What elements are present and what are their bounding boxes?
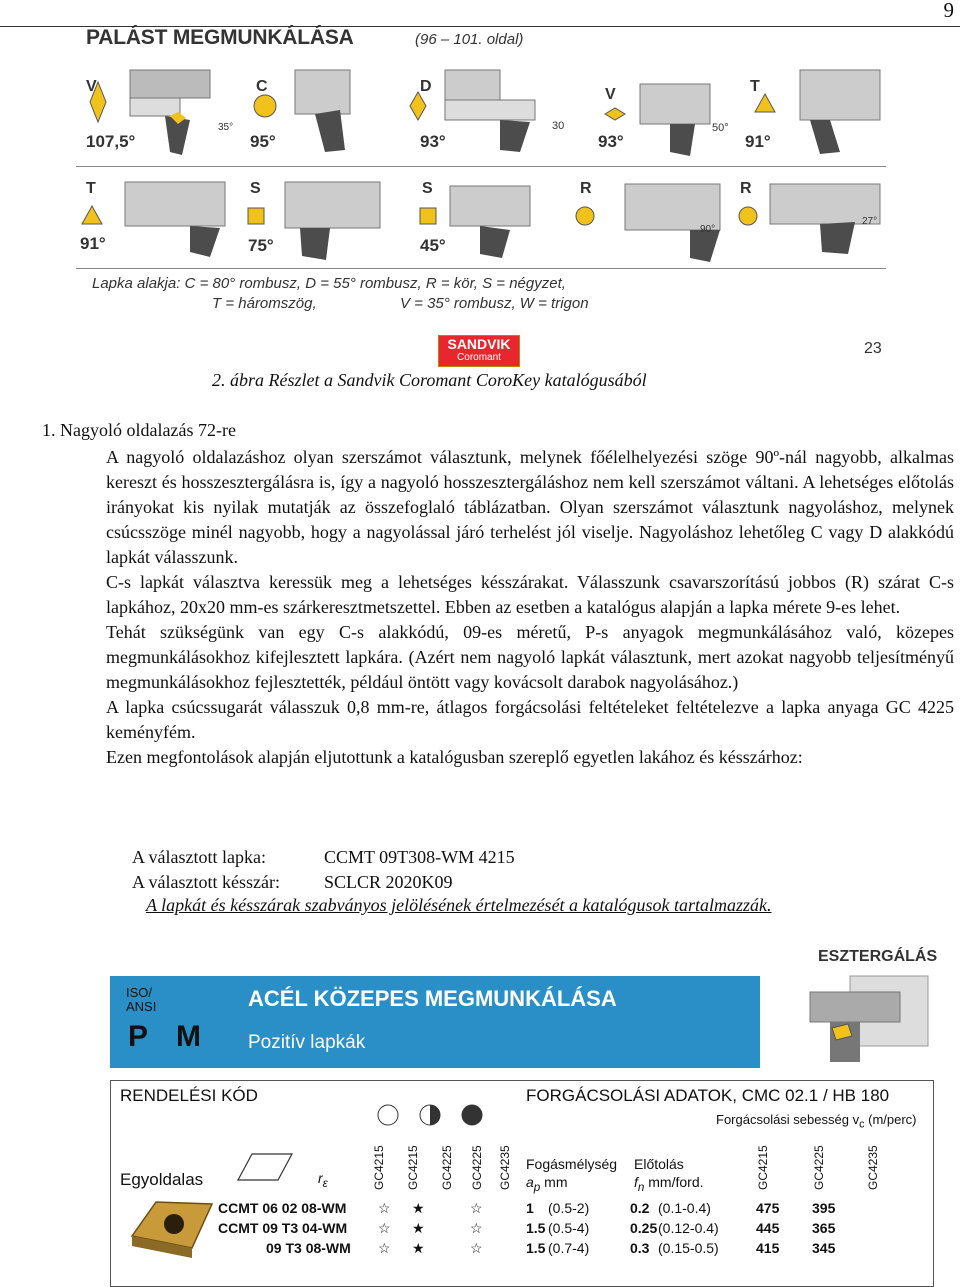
- figure-caption: 2. ábra Részlet a Sandvik Coromant CoroKey katalógusából: [212, 370, 647, 390]
- shape-legend-line-1: Lapka alakja: C = 80° rombusz, D = 55° rombusz, R = kör, S = négyzet,: [92, 275, 566, 292]
- sandvik-logo: [438, 335, 520, 367]
- tool-3-angle: 93°: [420, 132, 446, 151]
- catalog-title: PALÁST MEGMUNKÁLÁSA: [86, 26, 354, 49]
- order-code-label: RENDELÉSI KÓD: [120, 1086, 258, 1105]
- row-feed: 0.2: [630, 1200, 650, 1216]
- row-feed: 0.25: [630, 1220, 658, 1236]
- row-feed-range: (0.15-0.5): [658, 1240, 719, 1256]
- table-row: [218, 1240, 930, 1260]
- finishing-symbol-icon: [378, 1105, 398, 1125]
- row-mark-4: ☆: [470, 1200, 483, 1216]
- feed-label: Előtolás: [634, 1156, 684, 1172]
- row-speed-1: 415: [756, 1240, 780, 1256]
- iso-label: [126, 986, 156, 1014]
- depth-header: [526, 1155, 617, 1197]
- speed-grade-1: GC4215: [756, 1145, 770, 1190]
- feed-unit: mm/ford.: [644, 1174, 704, 1190]
- tool-4-lead: 50°: [712, 122, 729, 134]
- tool-1-angle: 107,5°: [86, 132, 136, 151]
- speed-grade-headers: [756, 1134, 896, 1194]
- page-number: 9: [943, 0, 954, 22]
- re-text: r: [318, 1170, 323, 1186]
- corner-radius-label: [318, 1170, 328, 1190]
- table-rows: [218, 1200, 930, 1260]
- speed-grade-2: GC4225: [812, 1145, 826, 1190]
- speed-label-unit: (m/perc): [864, 1112, 917, 1127]
- tool-9-letter: R: [580, 180, 592, 197]
- row-code: CCMT 09 T3 04-WM: [218, 1220, 348, 1236]
- feed-sym: f: [634, 1174, 638, 1190]
- tool-3-lead: 30: [552, 120, 565, 132]
- table-row: [218, 1200, 930, 1220]
- holder-value: SCLCR 2020K09: [324, 872, 453, 892]
- speed-label-text: Forgácsolási sebesség v: [716, 1112, 860, 1127]
- tool-t-91-icon: [755, 70, 880, 154]
- row-code: CCMT 06 02 08-WM: [218, 1200, 347, 1216]
- table-row: [218, 1220, 930, 1240]
- row-depth: 1.5: [526, 1220, 546, 1236]
- row-mark-1: ☆: [378, 1200, 391, 1216]
- logo-subtext: Coromant: [457, 352, 501, 363]
- designation-note: A lapkát és késszárak szabványos jelölésének értelmezését a katalógusok tartalmazzák.: [146, 895, 772, 915]
- table-title: ACÉL KÖZEPES MEGMUNKÁLÁSA: [248, 986, 617, 1011]
- depth-label: Fogásmélység: [526, 1156, 618, 1172]
- application-symbols: [370, 1102, 510, 1128]
- single-sided-label: Egyoldalas: [120, 1170, 204, 1189]
- feed-header: [634, 1155, 704, 1197]
- figure-row-divider: [76, 166, 886, 167]
- speed-label: [716, 1112, 917, 1131]
- row-mark-4: ☆: [470, 1220, 483, 1236]
- paragraph-4: A lapka csúcssugarát válasszuk 0,8 mm-re, átlagos forgácsolási feltételeket feltételezve a lapka anyaga GC 4225 keményfém.: [106, 697, 954, 742]
- turning-tool-picture: [770, 972, 930, 1068]
- row-depth: 1.5: [526, 1240, 546, 1256]
- logo-text: SANDVIK: [447, 336, 511, 352]
- grade-header-3: GC4225: [440, 1145, 454, 1190]
- tool-4-angle: 93°: [598, 132, 624, 151]
- shape-legend-line-2: T = háromszög, V = 35° rombusz, W = trigon: [212, 295, 589, 312]
- tool-7-letter: S: [250, 180, 261, 197]
- section-heading: 1. Nagyoló oldalazás 72-re: [42, 420, 236, 440]
- catalog-page-ref: (96 – 101. oldal): [415, 31, 524, 48]
- tool-2-letter: C: [256, 78, 268, 95]
- tool-2-angle: 95°: [250, 132, 276, 151]
- tool-r-90-icon: [576, 184, 720, 262]
- feed-sub: n: [637, 1180, 645, 1194]
- row-speed-2: 345: [812, 1240, 836, 1256]
- tool-6-angle: 91°: [80, 234, 106, 253]
- iso-box: [110, 976, 218, 1068]
- insert-label: A választott lapka:: [132, 847, 266, 867]
- paragraph-5: Ezen megfontolások alapján eljutottunk a katalógusban szereplő egyetlen lakához és késszárhoz:: [106, 747, 803, 767]
- insert-photo: [126, 1196, 218, 1266]
- tool-8-letter: S: [422, 180, 433, 197]
- tool-9-lead: 90°: [700, 224, 716, 235]
- roughing-symbol-icon: [462, 1105, 482, 1125]
- tool-6-letter: T: [86, 180, 96, 197]
- tool-1-letter: V: [86, 78, 97, 95]
- grade-header-2: GC4215: [406, 1145, 420, 1190]
- iso-line-2: ANSI: [126, 999, 157, 1014]
- depth-unit: mm: [540, 1174, 568, 1190]
- row-code: 09 T3 08-WM: [266, 1240, 351, 1256]
- tool-7-angle: 75°: [248, 236, 274, 255]
- row-depth-range: (0.5-4): [548, 1220, 590, 1236]
- tool-r-27-icon: [739, 184, 880, 254]
- speed-grade-3: GC4235: [866, 1145, 880, 1190]
- row-mark-2: ★: [412, 1220, 425, 1236]
- row-mark-2: ★: [412, 1240, 425, 1256]
- insert-value: CCMT 09T308-WM 4215: [324, 847, 515, 867]
- tool-row-1-figure: [70, 60, 900, 170]
- row-speed-2: 365: [812, 1220, 836, 1236]
- depth-sub: p: [533, 1180, 541, 1194]
- tool-row-2-figure: [70, 172, 900, 267]
- tool-8-angle: 45°: [420, 236, 446, 255]
- paragraph-1: A nagyoló oldalazáshoz olyan szerszámot választunk, melynek főélelhelyezési szöge 90º-nál nagyobb, alkalmas kereszt és hosszesztergálásra is, így a nagyoló hosszesztergáláshoz nem kell szerszámot váltani. A lehetséges előtolás irányokat kis nyilak mutatják az összefoglaló táblázatban. Olyan szerszámot választunk nagyoláshoz, melynek csúcsszöge minél nagyobb, hogy a nagyolással járó terhelést jól viselje. Nagyoláshoz lehetőleg C vagy D alakkódú lapkát válasszunk.: [106, 447, 954, 567]
- speed-label-sub: c: [859, 1118, 865, 1131]
- turning-label: ESZTERGÁLÁS: [818, 948, 938, 965]
- row-mark-1: ☆: [378, 1220, 391, 1236]
- row-feed-range: (0.12-0.4): [658, 1220, 719, 1236]
- row-depth-range: (0.7-4): [548, 1240, 590, 1256]
- cutting-data-label: FORGÁCSOLÁSI ADATOK, CMC 02.1 / HB 180: [526, 1086, 890, 1105]
- selection-list: [132, 845, 515, 895]
- row-feed: 0.3: [630, 1240, 650, 1256]
- grade-headers: [372, 1132, 512, 1192]
- iso-m: M: [176, 1020, 201, 1053]
- paragraph-3: Tehát szükségünk van egy C-s alakkódú, 09-es méretű, P-s anyagok megmunkálásához való, közepes megmunkálásokhoz kifejlesztett lapkára. (Azért nem nagyoló lapkát választunk, mert azokat nagyobb teljesítményű megmunkálásokhoz fejlesztették, például öntött vagy kovácsolt darabok nagyolásához.): [106, 622, 954, 692]
- tool-1-lead: 35°: [218, 122, 234, 133]
- tool-10-letter: R: [740, 180, 752, 197]
- tool-5-angle: 91°: [745, 132, 771, 151]
- depth-sym: a: [526, 1174, 534, 1190]
- row-mark-4: ☆: [470, 1240, 483, 1256]
- row-depth: 1: [526, 1200, 534, 1216]
- row-speed-1: 475: [756, 1200, 780, 1216]
- grade-header-4: GC4225: [470, 1145, 484, 1190]
- grade-header-1: GC4215: [372, 1145, 386, 1190]
- row-speed-2: 395: [812, 1200, 836, 1216]
- iso-line-1: ISO/: [126, 985, 153, 1000]
- tool-3-letter: D: [420, 78, 432, 95]
- figure-legend-divider: [76, 268, 886, 269]
- tool-5-letter: T: [750, 78, 760, 95]
- row-speed-1: 445: [756, 1220, 780, 1236]
- row-mark-1: ☆: [378, 1240, 391, 1256]
- section-body: [106, 445, 954, 770]
- catalog-page-number: 23: [864, 340, 882, 357]
- holder-label: A választott késszár:: [132, 872, 280, 892]
- row-depth-range: (0.5-2): [548, 1200, 590, 1216]
- grade-header-5: GC4235: [498, 1145, 512, 1190]
- row-feed-range: (0.1-0.4): [658, 1200, 711, 1216]
- tool-4-letter: V: [605, 86, 616, 103]
- table-subtitle: Pozitív lapkák: [248, 1032, 366, 1053]
- insert-outline-icon: [230, 1150, 300, 1190]
- tool-10-lead: 27°: [862, 216, 878, 227]
- row-mark-2: ★: [412, 1200, 425, 1216]
- iso-p: P: [128, 1020, 149, 1053]
- re-sub: ε: [322, 1176, 328, 1190]
- paragraph-2: C-s lapkát választva keressük meg a lehetséges késszárakat. Válasszunk csavarszorítású jobbos (R) szárat C-s lapkához, 20x20 mm-es szárkeresztmetszettel. Ebben az esetben a katalógus alapján a lapka mérete 9-es lehet.: [106, 572, 954, 617]
